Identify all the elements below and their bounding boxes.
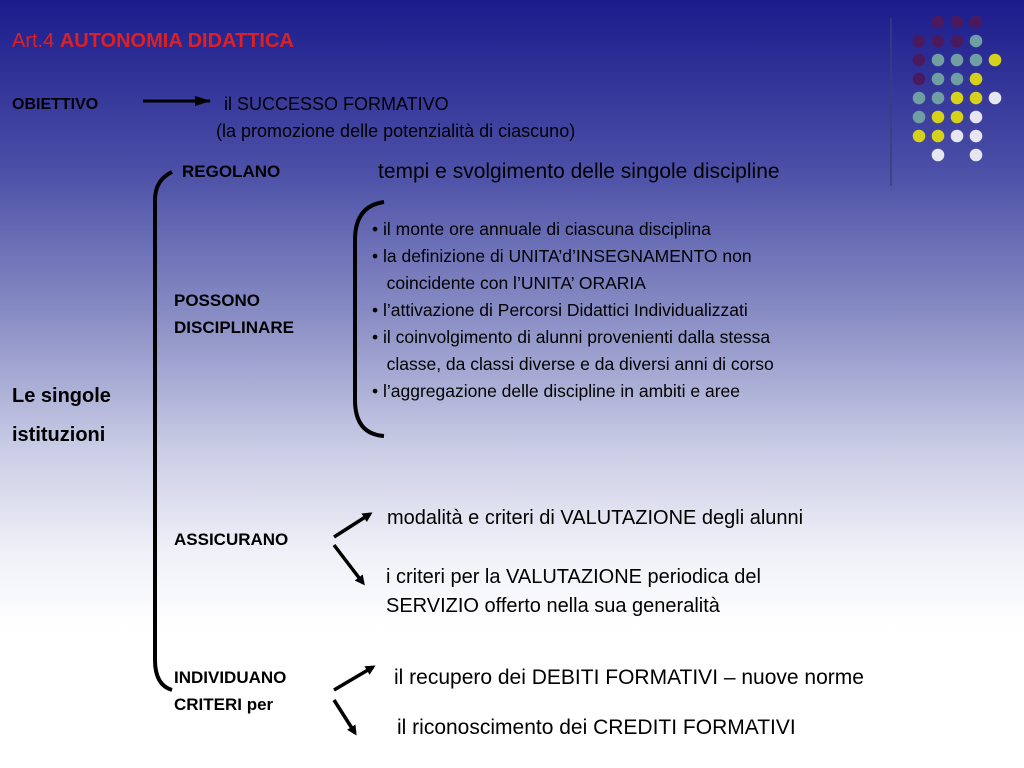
- decorative-dot: [970, 130, 983, 143]
- objective-label: OBIETTIVO: [12, 96, 99, 113]
- list-item: • il coinvolgimento di alunni provenienti dalla stessa: [372, 327, 771, 347]
- individuano-item-1: il recupero dei DEBITI FORMATIVI – nuove norme: [394, 666, 864, 689]
- decorative-dot: [913, 54, 926, 67]
- list-item: • l’attivazione di Percorsi Didattici Individualizzati: [372, 300, 748, 320]
- regolano-label: REGOLANO: [182, 162, 281, 181]
- possono-label-line1: POSSONO: [174, 291, 260, 310]
- decorative-dot: [989, 54, 1002, 67]
- decorative-dot: [932, 54, 945, 67]
- decorative-dot: [913, 130, 926, 143]
- list-item: coincidente con l’UNITA’ ORARIA: [372, 273, 646, 293]
- list-item: • l’aggregazione delle discipline in ambiti e aree: [372, 381, 741, 401]
- decorative-dot: [951, 35, 964, 48]
- decorative-dot: [913, 92, 926, 105]
- decorative-dot: [932, 111, 945, 124]
- assicurano-item-2-line2: SERVIZIO offerto nella sua generalità: [386, 595, 720, 617]
- decorative-dot: [913, 73, 926, 86]
- possono-label-line2: DISCIPLINARE: [174, 318, 294, 337]
- decorative-dot: [951, 92, 964, 105]
- individuano-item-2: il riconoscimento dei CREDITI FORMATIVI: [397, 716, 796, 739]
- decorative-dot: [913, 35, 926, 48]
- decorative-dot: [970, 111, 983, 124]
- decorative-dot: [932, 149, 945, 162]
- subject-line2: istituzioni: [12, 424, 106, 446]
- decorative-dot: [951, 111, 964, 124]
- regolano-text: tempi e svolgimento delle singole discipline: [378, 160, 780, 183]
- title-prefix: Art.4: [12, 30, 55, 52]
- decorative-dot: [970, 35, 983, 48]
- individuano-label-line1: INDIVIDUANO: [174, 668, 287, 687]
- decorative-dot: [970, 149, 983, 162]
- decorative-dot: [970, 73, 983, 86]
- objective-text: il SUCCESSO FORMATIVO: [224, 94, 449, 114]
- decorative-dot: [951, 73, 964, 86]
- decorative-dot: [932, 73, 945, 86]
- assicurano-label: ASSICURANO: [174, 530, 289, 549]
- decorative-dot: [932, 130, 945, 143]
- decorative-dot: [970, 54, 983, 67]
- assicurano-item-1: modalità e criteri di VALUTAZIONE degli alunni: [387, 507, 804, 529]
- decorative-dot: [951, 16, 964, 29]
- subject-line1: Le singole: [12, 385, 111, 407]
- decorative-dot: [970, 16, 983, 29]
- list-item: • la definizione di UNITA’d’INSEGNAMENTO non: [372, 246, 752, 266]
- list-item: classe, da classi diverse e da diversi anni di corso: [372, 354, 774, 374]
- decorative-dot: [932, 92, 945, 105]
- decorative-dot: [932, 16, 945, 29]
- decorative-dot: [913, 111, 926, 124]
- decorative-dot: [951, 54, 964, 67]
- decorative-dot: [951, 130, 964, 143]
- objective-subtext: (la promozione delle potenzialità di ciascuno): [216, 121, 576, 141]
- assicurano-item-2-line1: i criteri per la VALUTAZIONE periodica del: [386, 566, 761, 588]
- decorative-dot: [932, 35, 945, 48]
- decorative-dot: [970, 92, 983, 105]
- list-item: • il monte ore annuale di ciascuna disciplina: [372, 219, 711, 239]
- decorative-dot: [989, 92, 1002, 105]
- individuano-label-line2: CRITERI per: [174, 695, 274, 714]
- title-main: AUTONOMIA DIDATTICA: [59, 30, 294, 52]
